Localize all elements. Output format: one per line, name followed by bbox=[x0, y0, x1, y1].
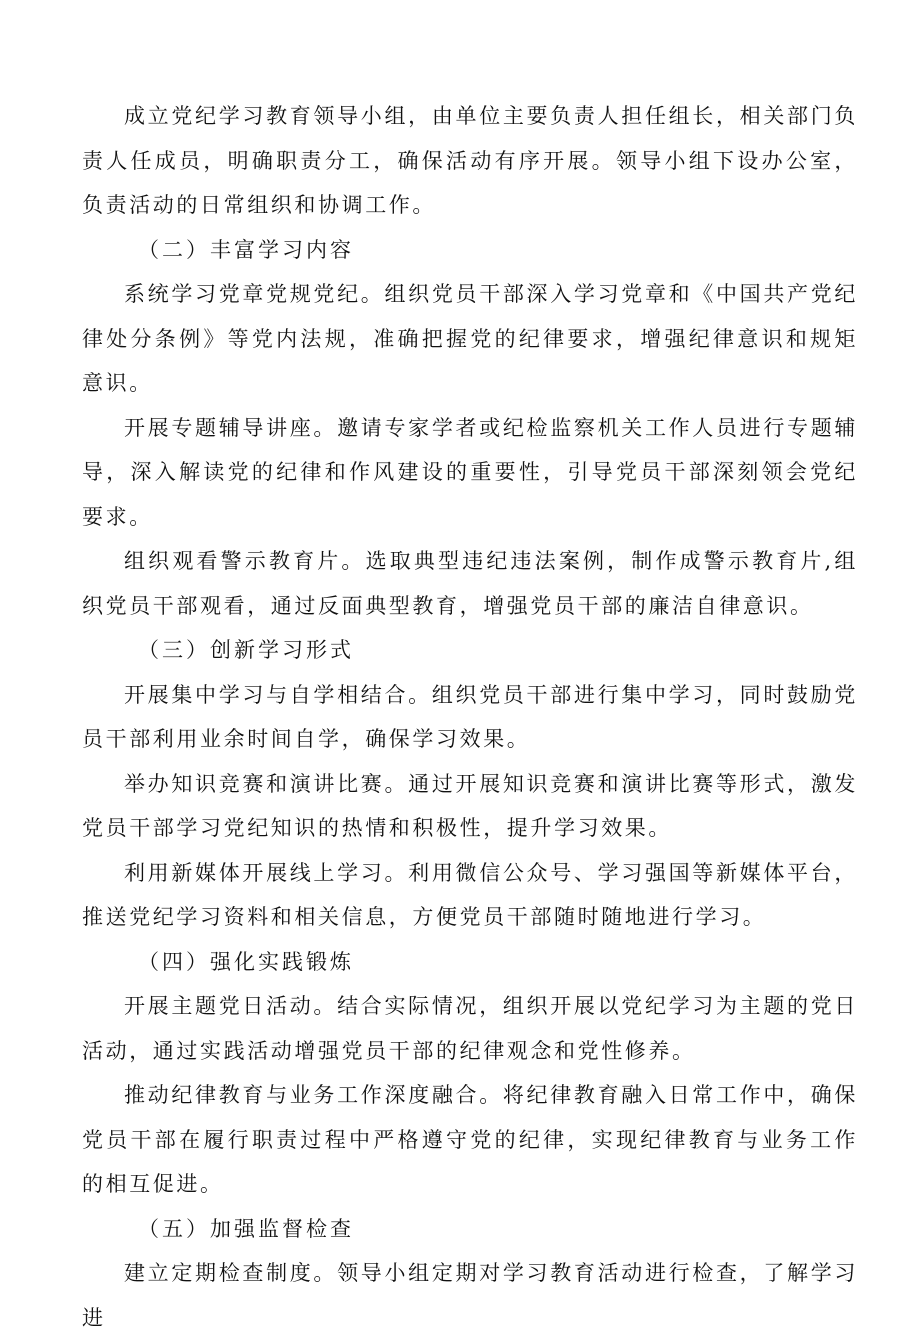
para-study-rules: 系统学习党章党规党纪。组织党员干部深入学习党章和《中国共产党纪律处分条例》等党内法规，准确把握党的纪律要求，增强纪律意识和规矩意识。 bbox=[82, 282, 858, 395]
para-competitions: 举办知识竞赛和演讲比赛。通过开展知识竞赛和演讲比赛等形式，激发党员干部学习党纪知识的热情和积极性，提升学习效果。 bbox=[82, 771, 858, 840]
para-inspection: 建立定期检查制度。领导小组定期对学习教育活动进行检查，了解学习进 bbox=[82, 1261, 858, 1330]
para-warning-films: 组织观看警示教育片。选取典型违纪违法案例，制作成警示教育片,组织党员干部观看，通过反面典型教育，增强党员干部的廉洁自律意识。 bbox=[82, 549, 858, 618]
para-combined-study: 开展集中学习与自学相结合。组织党员干部进行集中学习，同时鼓励党员干部利用业余时间自学，确保学习效果。 bbox=[82, 682, 858, 751]
heading-enrich-content: （二）丰富学习内容 bbox=[138, 237, 354, 262]
para-new-media: 利用新媒体开展线上学习。利用微信公众号、学习强国等新媒体平台，推送党纪学习资料和相关信息，方便党员干部随时随地进行学习。 bbox=[82, 860, 858, 929]
para-lectures: 开展专题辅导讲座。邀请专家学者或纪检监察机关工作人员进行专题辅导，深入解读党的纪律和作风建设的重要性，引导党员干部深刻领会党纪要求。 bbox=[82, 415, 858, 529]
para-integration: 推动纪律教育与业务工作深度融合。将纪律教育融入日常工作中，确保党员干部在履行职责过程中严格遵守党的纪律，实现纪律教育与业务工作的相互促进。 bbox=[82, 1083, 858, 1196]
para-leading-group: 成立党纪学习教育领导小组，由单位主要负责人担任组长，相关部门负责人任成员，明确职责分工，确保活动有序开展。领导小组下设办公室，负责活动的日常组织和协调工作。 bbox=[82, 104, 858, 217]
para-party-day: 开展主题党日活动。结合实际情况，组织开展以党纪学习为主题的党日活动，通过实践活动增强党员干部的纪律观念和党性修养。 bbox=[82, 994, 858, 1063]
document-body bbox=[82, 94, 858, 1340]
heading-practice: （四）强化实践锻炼 bbox=[138, 949, 354, 974]
heading-supervision: （五）加强监督检查 bbox=[138, 1216, 354, 1241]
heading-innovate-forms: （三）创新学习形式 bbox=[138, 638, 354, 662]
